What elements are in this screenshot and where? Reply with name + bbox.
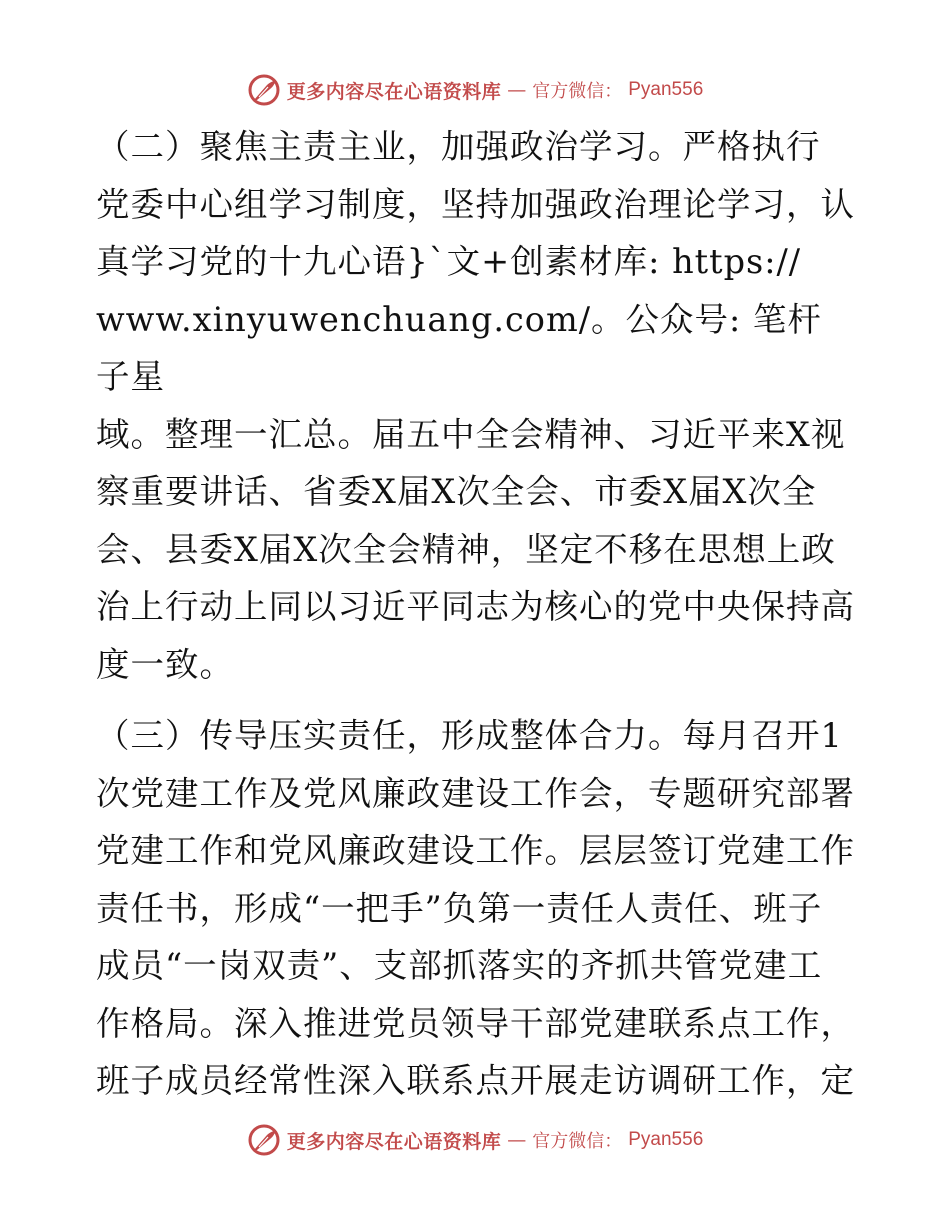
line: 察重要讲话、省委X届X次全会、市委X届X次全 <box>96 472 817 511</box>
footer-banner-text: 更多内容尽在心语资料库 <box>286 1130 502 1153</box>
line: （三）传导压实责任，形成整体合力。每月召开1 <box>96 716 843 755</box>
line: 次党建工作及党风廉政建设工作会，专题研究部署 <box>96 773 855 813</box>
footer-banner <box>0 1120 950 1160</box>
feather-pen-logo-icon <box>247 1123 281 1157</box>
header-banner-text: 更多内容尽在心语资料库 <box>286 80 502 103</box>
line: 作格局。深入推进党员领导干部党建联系点工作， <box>96 1003 855 1043</box>
paragraph-3 <box>96 707 856 1110</box>
line: www.xinyuwenchuang.com/。公众号: 笔杆子星 <box>96 299 822 396</box>
line: （二）聚焦主责主业，加强政治学习。严格执行 <box>96 127 821 166</box>
feather-pen-logo-icon <box>247 73 281 107</box>
line: 域。整理一汇总。届五中全会精神、习近平来X视 <box>96 414 846 454</box>
line: 度一致。 <box>96 644 234 684</box>
header-wechat-id: Pyan556 <box>628 79 704 100</box>
line: 成员“一岗双责”、支部抓落实的齐抓共管党建工 <box>96 946 823 985</box>
footer-wechat-label: 官方微信： <box>532 1131 623 1152</box>
line: 党委中心组学习制度，坚持加强政治理论学习，认 <box>96 184 855 224</box>
document-body <box>96 118 856 1110</box>
header-banner-dash: — <box>507 79 527 101</box>
line: 党建工作和党风廉政建设工作。层层签订党建工作 <box>96 831 855 870</box>
line: 会、县委X届X次全会精神，坚定不移在思想上政 <box>96 529 836 569</box>
header-banner <box>0 70 950 110</box>
line: 责任书，形成“一把手”负第一责任人责任、班子 <box>96 888 823 928</box>
header-wechat-label: 官方微信： <box>532 81 623 102</box>
paragraph-2 <box>96 118 856 693</box>
line: 真学习党的十九心语}`文+创素材库: https:// <box>96 242 802 281</box>
line: 班子成员经常性深入联系点开展走访调研工作，定 <box>96 1061 855 1100</box>
footer-banner-dash: — <box>507 1129 527 1151</box>
line: 治上行动上同以习近平同志为核心的党中央保持高 <box>96 587 855 626</box>
footer-wechat-id: Pyan556 <box>628 1129 704 1150</box>
